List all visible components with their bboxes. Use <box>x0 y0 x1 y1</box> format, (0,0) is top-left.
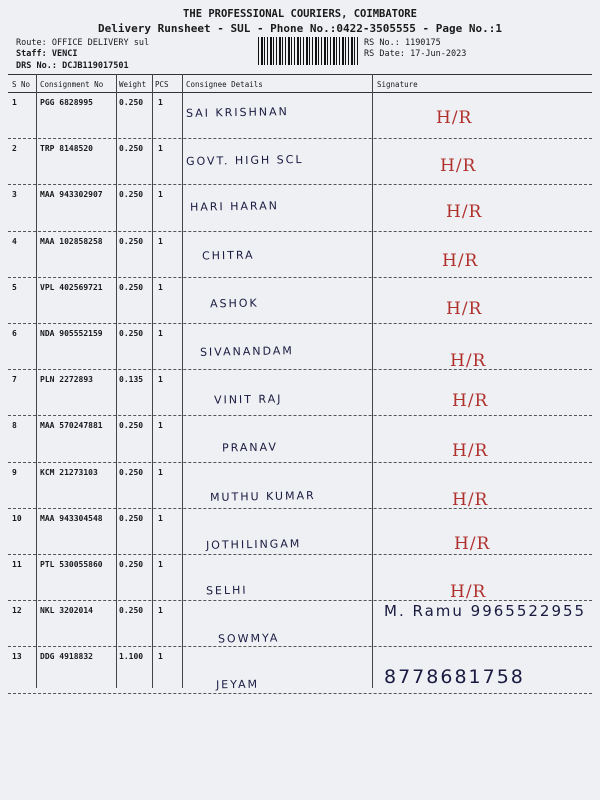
drs-line <box>16 61 129 71</box>
row-weight: 0.135 <box>119 375 144 385</box>
row-signature-hr: H/R <box>450 582 487 602</box>
row-separator <box>8 693 592 694</box>
rs-date-value: 17-Jun-2023 <box>410 49 467 59</box>
row-consignee-handwritten: GOVT. HIGH SCL <box>185 153 304 169</box>
row-consignment-no: VPL 402569721 <box>40 282 103 292</box>
row-signature-hr: H/R <box>442 250 479 271</box>
row-sno: 12 <box>12 606 22 616</box>
row-consignee-handwritten: VINIT RAJ <box>213 392 283 407</box>
row-signature-hr: H/R <box>436 108 473 128</box>
row-consignment-no: DDG 4918832 <box>40 652 93 662</box>
row-signature-handwritten: M. Ramu 9965522955 <box>384 602 587 621</box>
row-pcs: 1 <box>158 606 163 616</box>
row-consignee-handwritten: JOTHILINGAM <box>205 536 302 552</box>
row-sno: 7 <box>12 375 17 385</box>
row-weight: 0.250 <box>119 236 144 246</box>
row-signature-hr: H/R <box>440 156 477 177</box>
row-pcs: 1 <box>158 329 163 338</box>
row-consignment-no: NKL 3202014 <box>40 606 93 616</box>
row-pcs: 1 <box>158 98 163 107</box>
column-divider <box>372 74 373 688</box>
row-consignment-no: TRP 8148520 <box>40 144 93 154</box>
row-signature-hr: H/R <box>454 533 491 554</box>
row-signature-hr: H/R <box>452 391 489 412</box>
row-pcs: 1 <box>158 421 163 431</box>
company-name: THE PROFESSIONAL COURIERS, COIMBATORE <box>183 8 417 20</box>
row-signature-handwritten: 8778681758 <box>384 666 525 689</box>
row-separator <box>8 415 592 416</box>
row-sno: 3 <box>12 190 17 200</box>
col-header-sno: S No <box>12 80 31 89</box>
row-consignee-handwritten: SAI KRISHNAN <box>185 105 289 120</box>
route-value: OFFICE DELIVERY sul <box>51 38 150 48</box>
row-sno: 8 <box>12 421 17 431</box>
row-separator <box>8 184 592 185</box>
row-sno: 5 <box>12 282 17 292</box>
row-sno: 10 <box>12 513 22 523</box>
row-consignment-no: PLN 2272893 <box>40 375 93 385</box>
row-weight: 1.100 <box>119 652 144 662</box>
row-weight: 0.250 <box>119 560 144 569</box>
row-pcs: 1 <box>158 513 163 523</box>
row-sno: 13 <box>12 652 22 662</box>
row-pcs: 1 <box>158 560 163 569</box>
row-consignment-no: KCM 21273103 <box>40 467 98 477</box>
col-header-consignment: Consignment No <box>40 80 104 89</box>
column-divider <box>152 74 153 688</box>
row-pcs: 1 <box>158 190 163 200</box>
col-header-signature: Signature <box>377 80 418 89</box>
row-consignee-handwritten: SOWMYA <box>217 631 280 646</box>
route-label: Route: <box>16 38 47 48</box>
staff-label: Staff: <box>16 49 47 59</box>
row-separator <box>8 231 592 232</box>
col-header-consignee: Consignee Details <box>186 80 263 89</box>
staff-line <box>16 49 77 59</box>
row-consignment-no: MAA 570247881 <box>40 421 103 431</box>
runsheet-title: Delivery Runsheet - SUL - Phone No.:0422-3505555 - Page No.:1 <box>98 22 502 35</box>
row-consignment-no: NDA 905552159 <box>40 329 103 338</box>
column-divider <box>182 74 183 688</box>
row-pcs: 1 <box>158 375 163 385</box>
row-consignment-no: MAA 943304548 <box>40 513 103 523</box>
rs-date-line <box>364 49 466 59</box>
col-header-weight: Weight <box>119 80 147 89</box>
row-sno: 2 <box>12 144 17 154</box>
row-separator <box>8 646 592 647</box>
row-signature-hr: H/R <box>446 202 483 223</box>
row-consignee-handwritten: JEYAM <box>215 678 260 692</box>
drs-value: DCJB119017501 <box>62 61 129 71</box>
row-separator <box>8 277 592 278</box>
row-consignee-handwritten: SIVANANDAM <box>199 344 294 359</box>
row-separator <box>8 369 592 370</box>
row-consignee-handwritten: SELHI <box>205 583 248 598</box>
row-sno: 11 <box>12 560 22 569</box>
column-divider <box>36 74 37 688</box>
rs-date-label: RS Date: <box>364 49 405 59</box>
row-consignment-no: PGG 6828995 <box>40 98 93 107</box>
row-weight: 0.250 <box>119 190 144 200</box>
row-consignee-handwritten: MUTHU KUMAR <box>209 488 316 504</box>
row-pcs: 1 <box>158 467 163 477</box>
row-separator <box>8 462 592 463</box>
drs-label: DRS No.: <box>16 61 57 71</box>
column-divider <box>116 74 117 688</box>
row-separator <box>8 554 592 555</box>
row-consignee-handwritten: ASHOK <box>209 296 259 311</box>
row-weight: 0.250 <box>119 606 144 616</box>
row-weight: 0.250 <box>119 421 144 431</box>
barcode <box>258 37 358 65</box>
row-sno: 9 <box>12 467 17 477</box>
row-weight: 0.250 <box>119 98 144 107</box>
row-signature-hr: H/R <box>452 489 489 510</box>
row-signature-hr: H/R <box>452 441 489 462</box>
row-weight: 0.250 <box>119 467 144 477</box>
rs-no-line <box>364 38 441 48</box>
row-weight: 0.250 <box>119 513 144 523</box>
row-pcs: 1 <box>158 282 163 292</box>
row-signature-hr: H/R <box>446 298 483 319</box>
row-separator <box>8 508 592 509</box>
staff-value: VENCI <box>51 49 78 59</box>
row-weight: 0.250 <box>119 282 144 292</box>
route-line <box>16 38 149 48</box>
row-signature-hr: H/R <box>450 351 487 371</box>
row-consignment-no: MAA 102858258 <box>40 236 103 246</box>
row-consignment-no: PTL 530055860 <box>40 560 103 569</box>
row-consignment-no: MAA 943302907 <box>40 190 103 200</box>
row-separator <box>8 323 592 324</box>
row-consignee-handwritten: PRANAV <box>221 440 279 455</box>
row-weight: 0.250 <box>119 144 144 154</box>
row-weight: 0.250 <box>119 329 144 338</box>
row-pcs: 1 <box>158 236 163 246</box>
rs-no-label: RS No.: <box>364 38 400 48</box>
row-sno: 4 <box>12 236 17 246</box>
row-sno: 1 <box>12 98 17 107</box>
table-top-rule <box>8 74 592 75</box>
row-sno: 6 <box>12 329 17 338</box>
rs-no-value: 1190175 <box>404 38 441 48</box>
col-header-pcs: PCS <box>155 80 169 89</box>
row-separator <box>8 600 592 601</box>
row-pcs: 1 <box>158 144 163 154</box>
row-consignee-handwritten: HARI HARAN <box>189 199 280 215</box>
table-header-rule <box>8 92 592 93</box>
row-consignee-handwritten: CHITRA <box>201 248 255 263</box>
row-separator <box>8 138 592 139</box>
row-pcs: 1 <box>158 652 163 662</box>
